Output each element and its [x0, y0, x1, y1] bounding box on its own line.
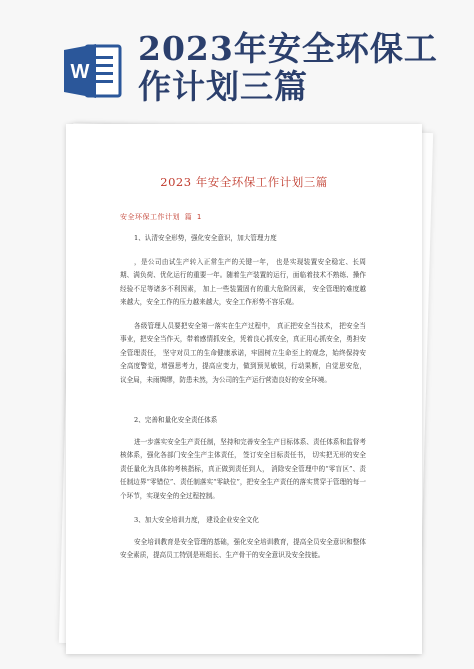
- paragraph-heading-2: 2、完善和量化安全责任体系: [134, 416, 218, 424]
- paragraph: 各级管理人员要把安全第一落实在生产过程中， 真正把安全当技术， 把安全当事业，把安全当作天，带着感情抓安全，凭着良心抓安全，真正用心抓安全，勇担安全管理责任， 坚守对员工的生命健康承诺，牢固树立生命至上的观念，始终保持安全高度警觉，增强思考力，提高应变力，做到预见敏锐，行动果断，自觉思安危， 议全局，未雨绸缪，防患未然，为公司的生产运行营造良好的安全环境。: [120, 322, 366, 384]
- paragraph-heading-1: 1、认清安全形势，强化安全意识，加大管理力度: [134, 234, 277, 242]
- word-icon: [62, 40, 124, 102]
- document-title: 2023 年安全环保工作计划三篇: [160, 175, 328, 189]
- paragraph-heading-3: 3、加大安全培训力度， 建设企业安全文化: [134, 516, 259, 524]
- svg-text:W: W: [70, 61, 90, 83]
- paragraph: ，是公司由试生产转入正常生产的关键一年， 也是实现装置安全稳定、长周期、满负荷、优化运行的重要一年。随着生产装置的运行，面临着技术不熟练、操作经验不足等诸多不利因素， 加上一些装置固有的重大危险因素， 安全管理的难度越来越大，安全工作的压力越来越大，安全工作形势不容乐观。: [120, 258, 366, 307]
- banner-title: 2023年安全环保工作计划三篇: [138, 29, 438, 106]
- section-heading: 安全环保工作计划 篇 1: [120, 213, 202, 221]
- paragraph: 进一步落实安全生产责任制，坚持和完善安全生产目标体系、责任体系和监督考核体系，强化各部门安全生产主体责任， 签订安全目标责任书， 切实把无形的安全责任量化为具体的考核指标，真正做到责任到人， 消除安全管理中的“零盲区”、责任制边界“零错位”、责任制落实“零缺位”，把安全生产责任的落实贯穿于管理的每一个环节，实现安全的全过程控制。: [120, 438, 366, 500]
- paragraph: 安全培训教育是安全管理的基础，强化安全培训教育，提高全员安全意识和整体安全素质，提高员工特别是班组长、生产骨干的安全意识及安全技能。: [120, 538, 366, 560]
- banner: [0, 0, 474, 120]
- document-page: [66, 124, 422, 654]
